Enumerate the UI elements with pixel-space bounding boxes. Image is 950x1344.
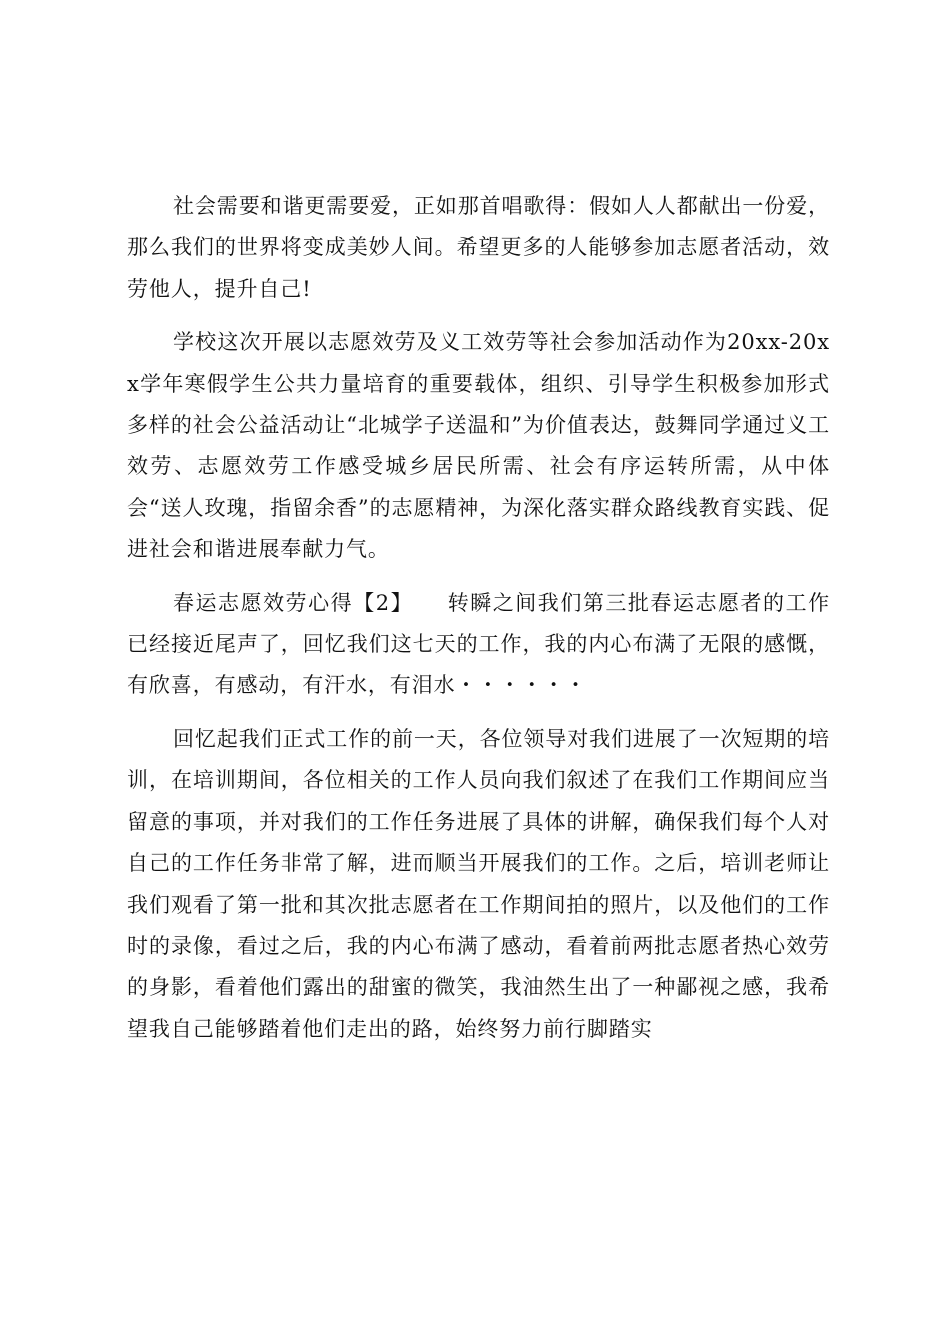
paragraph-4: 回忆起我们正式工作的前一天，各位领导对我们进展了一次短期的培训，在培训期间，各位相关的工作人员向我们叙述了在我们工作期间应当留意的事项，并对我们的工作任务进展了具体的讲解，确保我们每个人对自己的工作任务非常了解，进而顺当开展我们的工作。之后，培训老师让我们观看了第一批和其次批志愿者在工作期间拍的照片，以及他们的工作时的录像，看过之后，我的内心布满了感动，看着前两批志愿者热心效劳的身影，看着他们露出的甜蜜的微笑，我油然生出了一种鄙视之感，我希望我自己能够踏着他们走出的路，始终努力前行脚踏实 [127,726,830,1041]
paragraph-2: 学校这次开展以志愿效劳及义工效劳等社会参加活动作为20xx-20xx学年寒假学生公共力量培育的重要载体，组织、引导学生积极参加形式多样的社会公益活动让“北城学子送温和”为价值表达，鼓舞同学通过义工效劳、志愿效劳工作感受城乡居民所需、社会有序运转所需，从中体会“送人玫瑰，指留余香”的志愿精神，为深化落实群众路线教育实践、促进社会和谐进展奉献力气。 [127,330,830,562]
document-body [127,186,830,1062]
paragraph-3: 春运志愿效劳心得【2】 转瞬之间我们第三批春运志愿者的工作已经接近尾声了，回忆我们这七天的工作，我的内心布满了无限的感慨，有欣喜，有感动，有汗水，有泪水・・・・・・ [127,590,830,698]
paragraph-1: 社会需要和谐更需要爱，正如那首唱歌得：假如人人都献出一份爱，那么我们的世界将变成美妙人间。希望更多的人能够参加志愿者活动，效劳他人，提升自己! [127,194,830,301]
